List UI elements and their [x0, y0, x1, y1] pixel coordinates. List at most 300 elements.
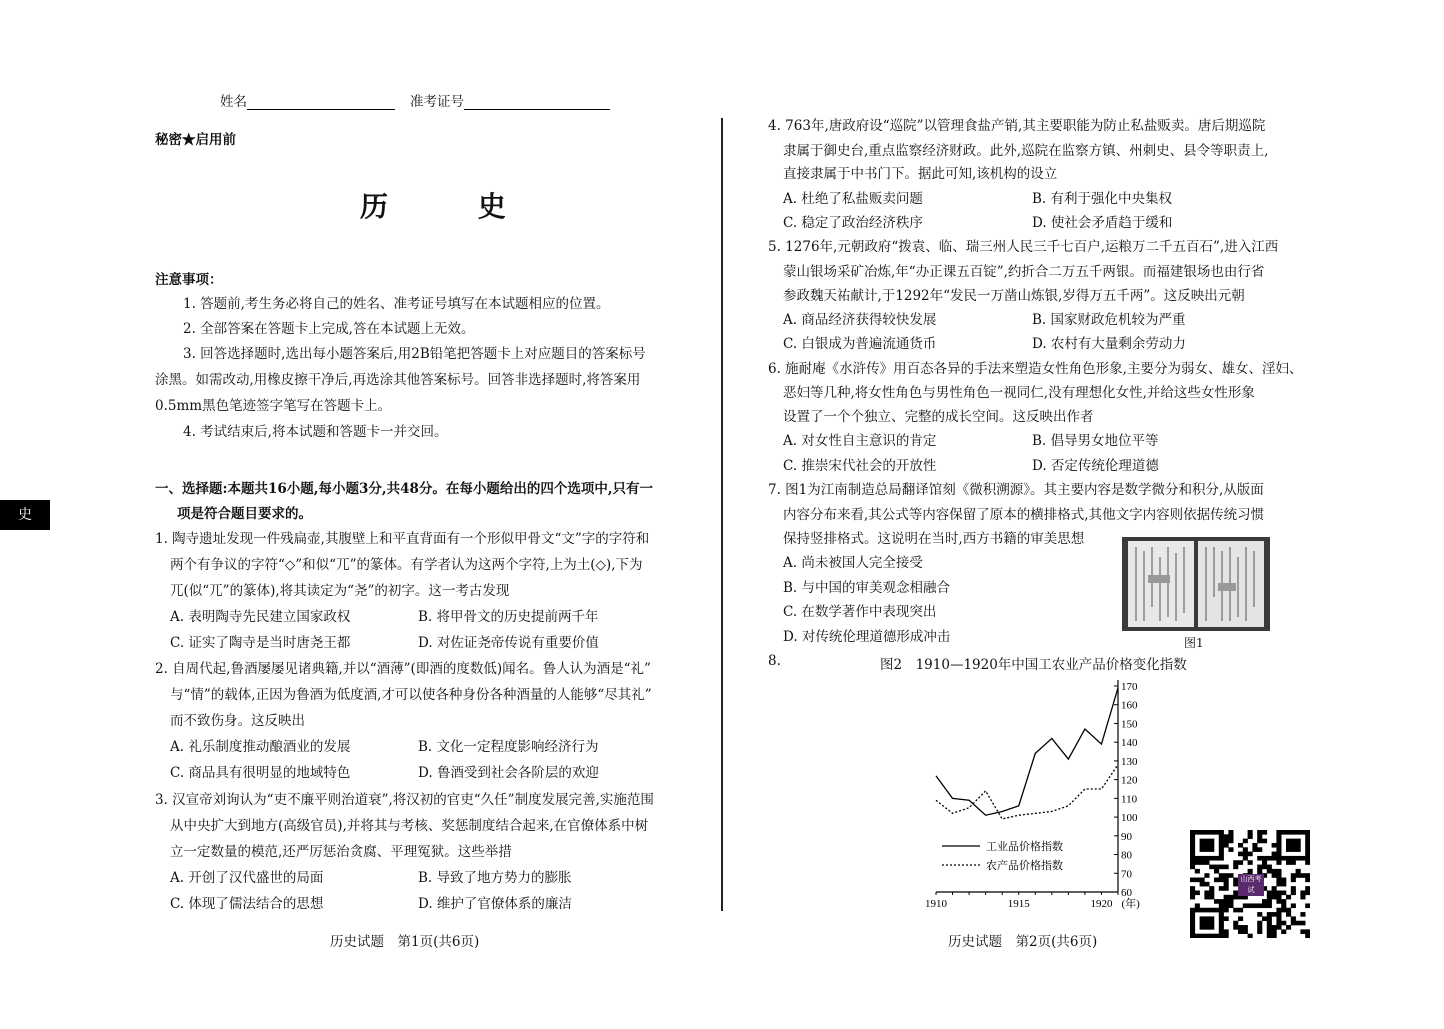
y-tick-label: 140 — [1121, 737, 1138, 750]
qr-module — [1238, 908, 1243, 913]
qr-module — [1296, 843, 1301, 848]
qr-module — [1262, 865, 1267, 870]
qr-module — [1257, 856, 1262, 861]
note-item: 0.5mm黑色笔迹签字笔写在答题卡上。 — [155, 398, 392, 414]
y-tick-label: 70 — [1121, 868, 1132, 881]
qr-module — [1238, 852, 1243, 857]
qr-module — [1291, 856, 1296, 861]
qr-module — [1200, 847, 1205, 852]
qr-module — [1291, 916, 1296, 921]
question-text: 隶属于御史台,重点监察经济财政。此外,巡院在监察方镇、州刺史、县令等职责上, — [783, 143, 1269, 159]
qr-module — [1257, 903, 1262, 908]
qr-module — [1209, 890, 1214, 895]
qr-module — [1272, 890, 1277, 895]
qr-module — [1286, 847, 1291, 852]
option-d: D. 农村有大量剩余劳动力 — [1032, 336, 1186, 352]
question-text: 3. 汉宣帝刘询认为“吏不廉平则治道衰”,将汉初的官吏“久任”制度发展完善,实施范围 — [155, 792, 654, 808]
qr-module — [1233, 860, 1238, 865]
qr-module — [1257, 839, 1262, 844]
qr-module — [1190, 925, 1195, 930]
qr-module — [1276, 882, 1281, 887]
qr-module — [1291, 839, 1296, 844]
option-d: D. 否定传统伦理道德 — [1032, 458, 1159, 474]
note-item: 涂黑。如需改动,用橡皮擦干净后,再选涂其他答案标号。回答非选择题时,将答案用 — [155, 372, 641, 388]
qr-module — [1200, 925, 1205, 930]
option-c: C. 推崇宋代社会的开放性 — [783, 458, 937, 474]
qr-module — [1243, 925, 1248, 930]
qr-module — [1267, 934, 1272, 938]
y-tick-label: 80 — [1121, 849, 1132, 862]
qr-module — [1224, 903, 1229, 908]
question-text: 从中央扩大到地方(高级官员),并将其与考核、奖惩制度结合起来,在官僚体系中树 — [170, 818, 649, 834]
book-figure-image — [1122, 537, 1270, 631]
side-subject-tab: 史 — [0, 500, 50, 530]
qr-module — [1209, 934, 1214, 938]
qr-module — [1200, 860, 1205, 865]
qr-module — [1267, 929, 1272, 934]
qr-module — [1300, 921, 1305, 926]
question-text: 两个有争议的字符“◇”和似“兀”的篆体。有学者认为这两个字符,上为土(◇),下为 — [170, 557, 643, 573]
qr-module — [1300, 873, 1305, 878]
qr-module — [1224, 873, 1229, 878]
qr-module — [1219, 873, 1224, 878]
qr-module — [1248, 860, 1253, 865]
qr-module — [1228, 895, 1233, 900]
qr-module — [1248, 834, 1253, 839]
id-label: 准考证号 — [410, 94, 464, 110]
qr-module — [1209, 830, 1214, 835]
qr-module — [1209, 847, 1214, 852]
qr-module — [1305, 929, 1310, 934]
y-tick-label: 60 — [1121, 887, 1132, 899]
qr-module — [1281, 878, 1286, 883]
qr-module — [1272, 925, 1277, 930]
qr-module — [1248, 869, 1253, 874]
qr-module — [1204, 895, 1209, 900]
qr-module — [1296, 869, 1301, 874]
option-c: C. 证实了陶寺是当时唐尧王都 — [170, 635, 351, 651]
qr-module — [1276, 830, 1281, 835]
qr-module — [1214, 865, 1219, 870]
qr-module — [1272, 929, 1277, 934]
qr-logo: 山西考试 — [1238, 874, 1264, 896]
qr-module — [1305, 839, 1310, 844]
qr-module — [1286, 830, 1291, 835]
qr-module — [1276, 912, 1281, 917]
qr-module — [1224, 865, 1229, 870]
qr-module — [1204, 843, 1209, 848]
qr-module — [1300, 895, 1305, 900]
qr-module — [1276, 834, 1281, 839]
qr-module — [1267, 865, 1272, 870]
question-text: 6. 施耐庵《水浒传》用百态各异的手法来塑造女性角色形象,主要分为弱女、雄女、淫妇、 — [768, 361, 1303, 377]
qr-module — [1190, 865, 1195, 870]
option-b: B. 文化一定程度影响经济行为 — [418, 739, 599, 755]
qr-module — [1305, 886, 1310, 891]
qr-module — [1291, 830, 1296, 835]
qr-module — [1190, 908, 1195, 913]
option-b: B. 将甲骨文的历史提前两千年 — [418, 609, 599, 625]
question-text: 设置了一个个独立、完整的成长空间。这反映出作者 — [783, 409, 1094, 425]
qr-module — [1286, 856, 1291, 861]
qr-module — [1195, 869, 1200, 874]
qr-module — [1276, 860, 1281, 865]
qr-module — [1224, 834, 1229, 839]
id-field — [410, 90, 610, 110]
qr-module — [1305, 856, 1310, 861]
qr-module — [1276, 852, 1281, 857]
qr-module — [1291, 860, 1296, 865]
qr-module — [1214, 878, 1219, 883]
qr-module — [1300, 830, 1305, 835]
qr-module — [1233, 925, 1238, 930]
option-a: A. 杜绝了私盐贩卖问题 — [783, 191, 923, 207]
qr-module — [1195, 903, 1200, 908]
qr-module — [1219, 934, 1224, 938]
qr-module — [1300, 890, 1305, 895]
qr-module — [1214, 830, 1219, 835]
qr-module — [1286, 839, 1291, 844]
qr-module — [1248, 903, 1253, 908]
qr-module — [1291, 847, 1296, 852]
qr-module — [1272, 852, 1277, 857]
qr-module — [1305, 878, 1310, 883]
qr-module — [1204, 860, 1209, 865]
qr-module — [1209, 886, 1214, 891]
qr-module — [1200, 856, 1205, 861]
y-tick-label: 110 — [1121, 793, 1138, 806]
qr-module — [1219, 916, 1224, 921]
y-tick-label: 100 — [1121, 812, 1138, 825]
qr-module — [1281, 899, 1286, 904]
qr-module — [1238, 916, 1243, 921]
x-tick-label: 1920 — [1090, 898, 1113, 910]
question-text: 兀(似“兀”的篆体),将其读定为“尧”的初字。这一考古发现 — [170, 583, 510, 599]
question-text: 1. 陶寺遗址发现一件残扁壶,其腹壁上和平直背面有一个形似甲骨文“文”字的字符和 — [155, 531, 650, 547]
qr-module — [1272, 873, 1277, 878]
qr-module — [1281, 903, 1286, 908]
qr-module — [1272, 843, 1277, 848]
qr-module — [1305, 934, 1310, 938]
note-item: 1. 答题前,考生务必将自己的姓名、准考证号填写在本试题相应的位置。 — [183, 296, 610, 312]
secret-mark: 秘密★启用前 — [155, 132, 236, 148]
option-d: D. 对佐证尧帝传说有重要价值 — [418, 635, 599, 651]
qr-module — [1219, 908, 1224, 913]
question-text: 恶妇等几种,将女性角色与男性角色一视同仁,没有理想化女性,并给这些女性形象 — [783, 385, 1255, 401]
qr-module — [1190, 860, 1195, 865]
qr-module — [1204, 873, 1209, 878]
qr-module — [1190, 895, 1195, 900]
qr-module — [1209, 925, 1214, 930]
option-a: A. 表明陶寺先民建立国家政权 — [170, 609, 351, 625]
question-text: 5. 1276年,元朝政府“拨袁、临、瑞三州人民三千七百户,运粮万二千五百石”,进入江西 — [768, 239, 1279, 255]
qr-module — [1214, 934, 1219, 938]
qr-module — [1224, 886, 1229, 891]
qr-module — [1219, 865, 1224, 870]
qr-module — [1262, 916, 1267, 921]
qr-module — [1267, 899, 1272, 904]
question-text: 直接隶属于中书门下。据此可知,该机构的设立 — [783, 166, 1058, 182]
qr-module — [1267, 869, 1272, 874]
qr-module — [1209, 839, 1214, 844]
qr-module — [1286, 908, 1291, 913]
qr-module — [1281, 908, 1286, 913]
qr-module — [1281, 830, 1286, 835]
qr-module — [1248, 852, 1253, 857]
qr-module — [1219, 856, 1224, 861]
option-d: D. 使社会矛盾趋于缓和 — [1032, 215, 1173, 231]
qr-module — [1257, 865, 1262, 870]
option-d: D. 维护了官僚体系的廉洁 — [418, 896, 572, 912]
qr-module — [1296, 873, 1301, 878]
qr-module — [1219, 886, 1224, 891]
qr-module — [1305, 890, 1310, 895]
qr-module — [1262, 839, 1267, 844]
figure-caption: 图1 — [1184, 636, 1204, 650]
qr-module — [1204, 847, 1209, 852]
column-divider — [721, 118, 723, 911]
qr-module — [1262, 830, 1267, 835]
section-heading: 一、选择题:本题共16小题,每小题3分,共48分。在每小题给出的四个选项中,只有一 — [155, 481, 654, 497]
qr-module — [1267, 912, 1272, 917]
qr-module — [1243, 903, 1248, 908]
qr-module — [1305, 847, 1310, 852]
qr-module — [1209, 916, 1214, 921]
qr-module — [1281, 890, 1286, 895]
qr-module — [1276, 839, 1281, 844]
qr-module — [1300, 856, 1305, 861]
qr-module — [1190, 856, 1195, 861]
qr-module — [1276, 916, 1281, 921]
option-a: A. 开创了汉代盛世的局面 — [170, 870, 324, 886]
qr-module — [1272, 895, 1277, 900]
qr-module — [1296, 830, 1301, 835]
qr-module — [1238, 925, 1243, 930]
qr-module — [1204, 925, 1209, 930]
qr-module — [1195, 890, 1200, 895]
qr-module — [1204, 908, 1209, 913]
qr-module — [1286, 912, 1291, 917]
qr-module — [1228, 847, 1233, 852]
qr-module — [1267, 903, 1272, 908]
qr-module — [1281, 921, 1286, 926]
qr-module — [1305, 852, 1310, 857]
qr-module — [1228, 834, 1233, 839]
qr-module — [1200, 830, 1205, 835]
option-a: A. 商品经济获得较快发展 — [783, 312, 937, 328]
question-text: 7. 图1为江南制造总局翻译馆刻《微积溯源》。其主要内容是数学微分和积分,从版面 — [768, 482, 1264, 498]
qr-module — [1200, 882, 1205, 887]
qr-module — [1291, 843, 1296, 848]
qr-module — [1190, 912, 1195, 917]
option-b: B. 有利于强化中央集权 — [1032, 191, 1173, 207]
x-tick-label: 1915 — [1007, 898, 1030, 910]
agri-series-line — [936, 765, 1118, 819]
option-d: D. 对传统伦理道德形成冲击 — [783, 629, 951, 645]
qr-module — [1296, 856, 1301, 861]
qr-module — [1243, 852, 1248, 857]
qr-module — [1204, 921, 1209, 926]
qr-module — [1296, 839, 1301, 844]
qr-module — [1276, 843, 1281, 848]
y-tick-label: 90 — [1121, 830, 1132, 843]
qr-module — [1219, 921, 1224, 926]
qr-module — [1291, 890, 1296, 895]
qr-module — [1233, 908, 1238, 913]
qr-module — [1305, 903, 1310, 908]
option-c: C. 体现了儒法结合的思想 — [170, 896, 324, 912]
qr-module — [1209, 908, 1214, 913]
option-b: B. 倡导男女地位平等 — [1032, 433, 1159, 449]
qr-module — [1195, 830, 1200, 835]
question-number: 8. — [768, 653, 781, 669]
qr-module — [1219, 903, 1224, 908]
qr-module — [1267, 856, 1272, 861]
qr-module — [1276, 878, 1281, 883]
qr-module — [1243, 839, 1248, 844]
qr-module — [1219, 912, 1224, 917]
qr-module — [1209, 843, 1214, 848]
question-text: 2. 自周代起,鲁酒屡屡见诸典籍,并以“酒薄”(即酒的度数低)闻名。鲁人认为酒是“礼” — [155, 661, 651, 677]
qr-module — [1195, 856, 1200, 861]
qr-module — [1214, 869, 1219, 874]
qr-module — [1276, 908, 1281, 913]
qr-module — [1291, 886, 1296, 891]
qr-module — [1233, 865, 1238, 870]
qr-module — [1276, 925, 1281, 930]
note-item: 3. 回答选择题时,选出每小题答案后,用2B铅笔把答题卡上对应题目的答案标号 — [183, 346, 646, 362]
qr-module — [1200, 934, 1205, 938]
qr-module — [1305, 830, 1310, 835]
qr-module — [1190, 890, 1195, 895]
qr-module — [1200, 878, 1205, 883]
qr-module — [1200, 921, 1205, 926]
qr-module — [1190, 886, 1195, 891]
qr-module — [1228, 830, 1233, 835]
qr-module — [1219, 839, 1224, 844]
page-footer: 历史试题 第1页(共6页) — [330, 934, 480, 950]
qr-module — [1291, 921, 1296, 926]
qr-module — [1267, 916, 1272, 921]
qr-module — [1238, 843, 1243, 848]
qr-module — [1257, 830, 1262, 835]
qr-module — [1257, 847, 1262, 852]
option-c: C. 稳定了政治经济秩序 — [783, 215, 923, 231]
notes-heading: 注意事项： — [155, 272, 223, 288]
qr-module — [1281, 929, 1286, 934]
qr-module — [1204, 916, 1209, 921]
option-a: A. 尚未被国人完全接受 — [783, 555, 923, 571]
qr-module — [1291, 873, 1296, 878]
qr-module — [1204, 839, 1209, 844]
qr-module — [1286, 925, 1291, 930]
qr-module — [1224, 934, 1229, 938]
y-tick-label: 120 — [1121, 774, 1138, 787]
qr-module — [1224, 843, 1229, 848]
question-text: 与“情”的载体,正因为鲁酒为低度酒,才可以使各种身份各种酒量的人能够“尽其礼” — [170, 687, 652, 703]
legend-label: 农产品价格指数 — [986, 860, 1063, 872]
question-text: 内容分布来看,其公式等内容保留了原本的横排格式,其他文字内容则依据传统习惯 — [783, 507, 1265, 523]
qr-module — [1262, 899, 1267, 904]
qr-module — [1276, 899, 1281, 904]
page-title: 历 史 — [360, 190, 546, 223]
qr-module — [1300, 929, 1305, 934]
qr-module — [1272, 912, 1277, 917]
qr-module — [1204, 856, 1209, 861]
qr-module — [1276, 895, 1281, 900]
qr-module — [1190, 830, 1195, 835]
qr-module — [1209, 856, 1214, 861]
qr-module — [1257, 929, 1262, 934]
qr-module — [1200, 908, 1205, 913]
qr-module — [1190, 916, 1195, 921]
qr-module — [1257, 921, 1262, 926]
qr-module — [1224, 895, 1229, 900]
qr-module — [1276, 856, 1281, 861]
qr-module — [1190, 834, 1195, 839]
qr-module — [1286, 895, 1291, 900]
qr-module — [1204, 934, 1209, 938]
qr-module — [1219, 830, 1224, 835]
name-label: 姓名 — [220, 94, 247, 110]
qr-module — [1276, 873, 1281, 878]
qr-module — [1238, 860, 1243, 865]
y-tick-label: 130 — [1121, 755, 1138, 768]
qr-module — [1195, 860, 1200, 865]
qr-module — [1204, 830, 1209, 835]
qr-module — [1267, 925, 1272, 930]
legend-label: 工业品价格指数 — [986, 841, 1063, 853]
section-heading: 项是符合题目要求的。 — [177, 506, 312, 522]
qr-module — [1272, 886, 1277, 891]
price-index-chart — [920, 670, 1170, 910]
qr-module — [1219, 847, 1224, 852]
qr-module — [1233, 921, 1238, 926]
chart-title: 图2 1910—1920年中国工农业产品价格变化指数 — [880, 657, 1187, 673]
qr-module — [1272, 934, 1277, 938]
qr-module — [1195, 878, 1200, 883]
qr-module — [1243, 847, 1248, 852]
qr-module — [1190, 929, 1195, 934]
option-d: D. 鲁酒受到社会各阶层的欢迎 — [418, 765, 599, 781]
y-tick-label: 150 — [1121, 718, 1138, 731]
note-item: 2. 全部答案在答题卡上完成,答在本试题上无效。 — [183, 321, 475, 337]
qr-module — [1286, 843, 1291, 848]
option-c: C. 在数学著作中表现突出 — [783, 604, 937, 620]
qr-module — [1305, 834, 1310, 839]
page-footer: 历史试题 第2页(共6页) — [948, 934, 1098, 950]
qr-module — [1300, 912, 1305, 917]
qr-module — [1305, 860, 1310, 865]
qr-module — [1190, 852, 1195, 857]
qr-module — [1257, 834, 1262, 839]
qr-module — [1252, 843, 1257, 848]
qr-module — [1219, 878, 1224, 883]
qr-module — [1209, 921, 1214, 926]
qr-module — [1200, 843, 1205, 848]
qr-module — [1190, 839, 1195, 844]
qr-module — [1224, 916, 1229, 921]
qr-module — [1262, 860, 1267, 865]
qr-module — [1305, 873, 1310, 878]
qr-module — [1219, 843, 1224, 848]
name-field — [220, 90, 395, 110]
option-b: B. 导致了地方势力的膨胀 — [418, 870, 572, 886]
qr-module — [1219, 852, 1224, 857]
qr-module — [1267, 921, 1272, 926]
question-text: 保持竖排格式。这说明在当时,西方书籍的审美思想 — [783, 531, 1085, 547]
qr-module — [1214, 899, 1219, 904]
